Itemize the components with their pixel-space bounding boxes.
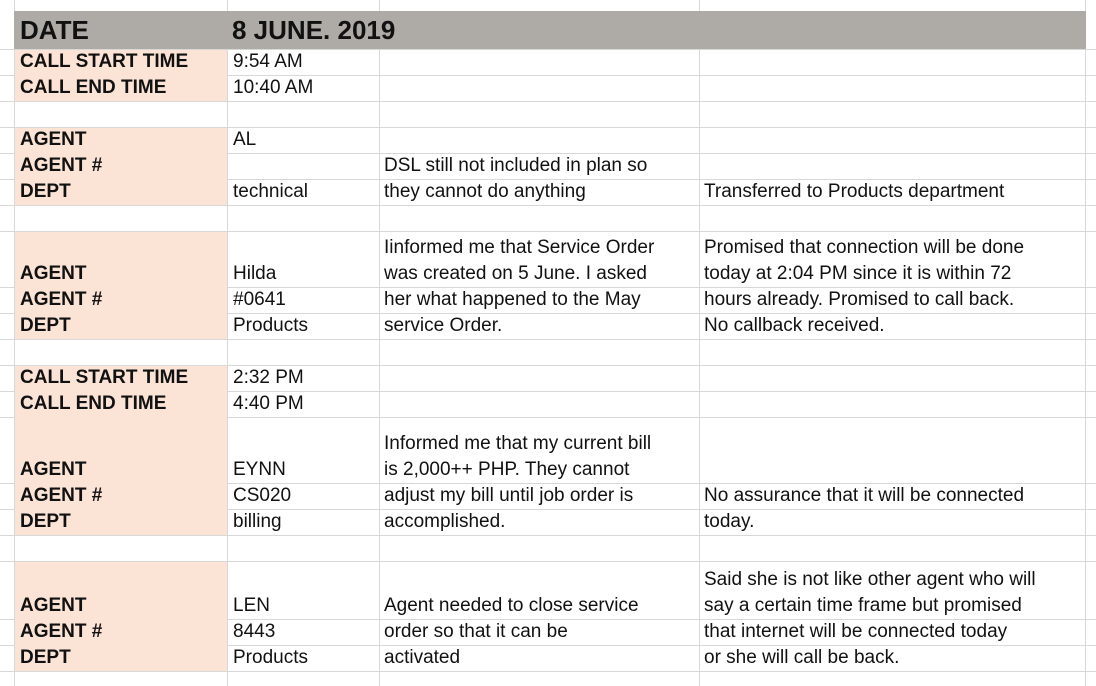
outcome-line[interactable]: Said she is not like other agent who will — [704, 569, 1036, 590]
outcome-line[interactable]: or she will call be back. — [704, 647, 900, 668]
note-line[interactable]: accomplished. — [384, 511, 506, 532]
agent-number-label[interactable]: AGENT # — [20, 621, 103, 642]
header-row — [14, 11, 1086, 49]
note-line[interactable]: Informed me that my current bill — [384, 433, 652, 454]
agent-number[interactable]: CS020 — [233, 485, 292, 506]
note-line[interactable]: service Order. — [384, 315, 503, 336]
agent-dept[interactable]: Products — [233, 315, 308, 336]
note-line[interactable]: Agent needed to close service — [384, 595, 639, 616]
agent-number[interactable]: #0641 — [233, 289, 286, 310]
outcome-line[interactable]: today. — [704, 511, 755, 532]
note-line[interactable]: her what happened to the May — [384, 289, 641, 310]
call-end-label[interactable]: CALL END TIME — [20, 77, 167, 98]
dept-label[interactable]: DEPT — [20, 315, 71, 336]
agent-label[interactable]: AGENT — [20, 129, 87, 150]
agent-number-label[interactable]: AGENT # — [20, 485, 103, 506]
agent-name[interactable]: EYNN — [233, 459, 286, 480]
agent-dept[interactable]: Products — [233, 647, 308, 668]
note-line[interactable]: adjust my bill until job order is — [384, 485, 634, 506]
note-line[interactable]: they cannot do anything — [384, 181, 586, 202]
agent-label[interactable]: AGENT — [20, 595, 87, 616]
call-start-label[interactable]: CALL START TIME — [20, 367, 189, 388]
agent-label[interactable]: AGENT — [20, 459, 87, 480]
call-start-value[interactable]: 2:32 PM — [233, 367, 304, 388]
grid-line — [0, 101, 1096, 102]
outcome-line[interactable]: hours already. Promised to call back. — [704, 289, 1015, 310]
note-line[interactable]: was created on 5 June. I asked — [384, 263, 647, 284]
agent-number[interactable]: 8443 — [233, 621, 276, 642]
agent-name[interactable]: Hilda — [233, 263, 277, 284]
note-line[interactable]: DSL still not included in plan so — [384, 155, 648, 176]
grid-line — [0, 339, 1096, 340]
grid-line — [379, 0, 380, 686]
note-line[interactable]: Iinformed me that Service Order — [384, 237, 655, 258]
outcome-line[interactable]: No assurance that it will be connected — [704, 485, 1025, 506]
agent-name[interactable]: LEN — [233, 595, 270, 616]
outcome-line[interactable]: today at 2:04 PM since it is within 72 — [704, 263, 1012, 284]
grid-line — [0, 671, 1096, 672]
outcome-line[interactable]: Transferred to Products department — [704, 181, 1005, 202]
note-line[interactable]: is 2,000++ PHP. They cannot — [384, 459, 630, 480]
call-start-label[interactable]: CALL START TIME — [20, 51, 189, 72]
dept-label[interactable]: DEPT — [20, 647, 71, 668]
date-label[interactable]: DATE — [20, 15, 89, 45]
outcome-line[interactable]: that internet will be connected today — [704, 621, 1008, 642]
grid-line — [227, 0, 228, 686]
call-start-value[interactable]: 9:54 AM — [233, 51, 303, 72]
agent-name[interactable]: AL — [233, 129, 257, 150]
dept-label[interactable]: DEPT — [20, 181, 71, 202]
note-line[interactable]: activated — [384, 647, 461, 668]
note-line[interactable]: order so that it can be — [384, 621, 568, 642]
date-value[interactable]: 8 JUNE. 2019 — [232, 15, 396, 45]
outcome-line[interactable]: No callback received. — [704, 315, 885, 336]
outcome-line[interactable]: Promised that connection will be done — [704, 237, 1025, 258]
agent-dept[interactable]: billing — [233, 511, 282, 532]
dept-label[interactable]: DEPT — [20, 511, 71, 532]
agent-number-label[interactable]: AGENT # — [20, 289, 103, 310]
grid-line — [1085, 0, 1086, 686]
call-end-label[interactable]: CALL END TIME — [20, 393, 167, 414]
agent-number-label[interactable]: AGENT # — [20, 155, 103, 176]
agent-dept[interactable]: technical — [233, 181, 308, 202]
grid-line — [699, 0, 700, 686]
grid-line — [0, 535, 1096, 536]
agent-label[interactable]: AGENT — [20, 263, 87, 284]
call-end-value[interactable]: 10:40 AM — [233, 77, 314, 98]
grid-line — [0, 205, 1096, 206]
outcome-line[interactable]: say a certain time frame but promised — [704, 595, 1022, 616]
call-end-value[interactable]: 4:40 PM — [233, 393, 304, 414]
